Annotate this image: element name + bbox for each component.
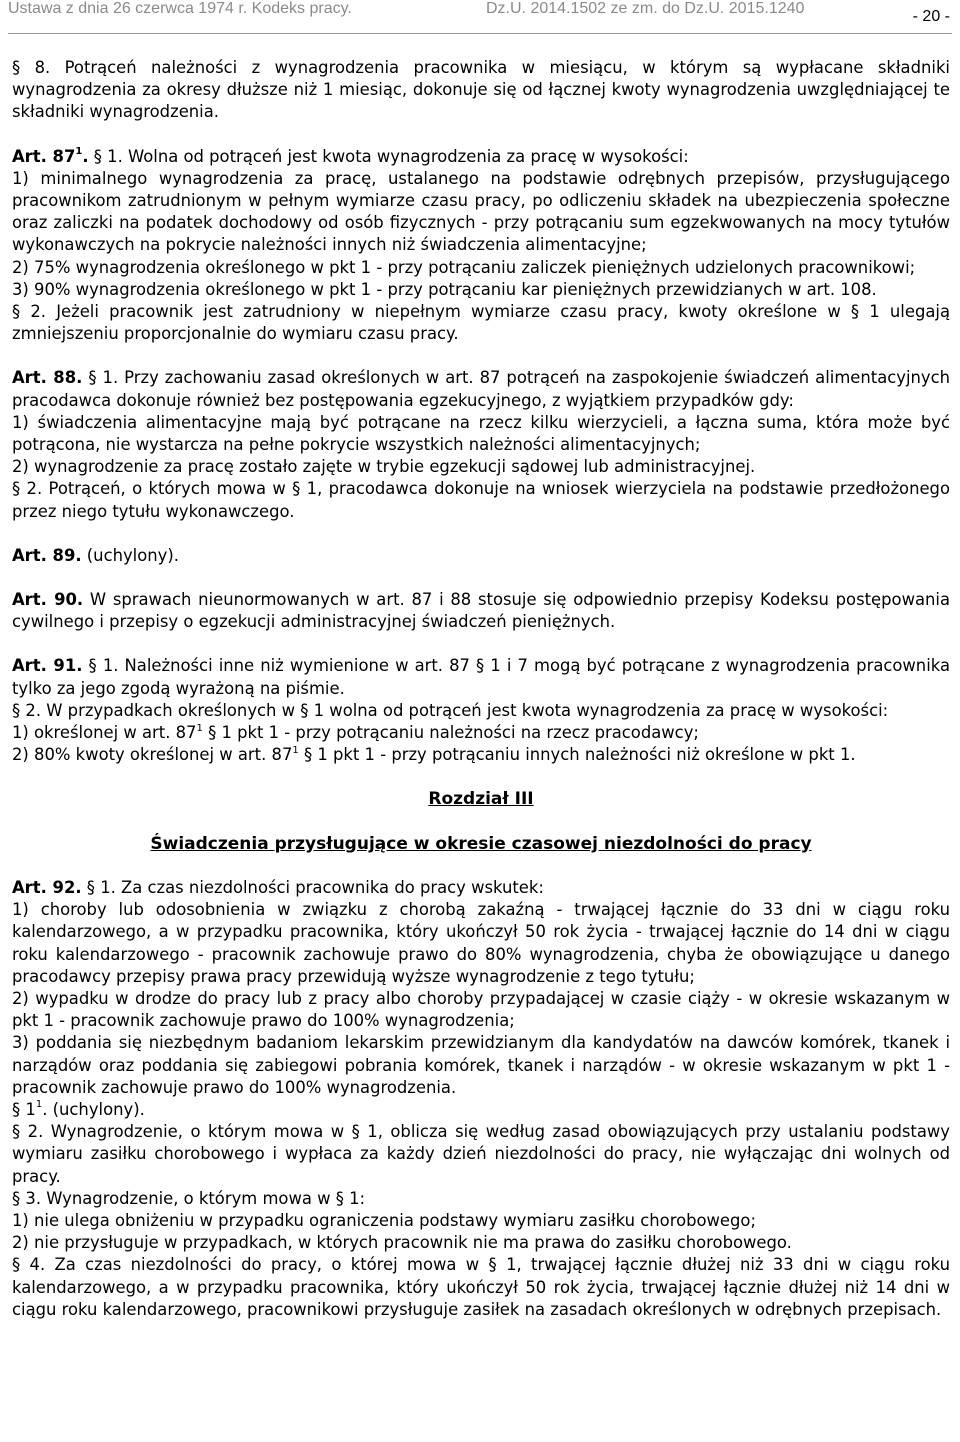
chapter-title: Świadczenia przysługujące w okresie czasowej niezdolności do pracy [150, 833, 812, 854]
art92-para11-lead: § 1 [12, 1099, 36, 1119]
art88-item2: 2) wynagrodzenie za pracę zostało zajęte w trybie egzekucji sądowej lub administracyjnej. [12, 457, 756, 477]
art92-para2: § 2. Wynagrodzenie, o którym mowa w § 1, oblicza się według zasad obowiązujących przy ustalaniu podstawy wymiaru zasiłku chorobowego i wypłaca za każdy dzień niezdolności do pracy, nie wyłączając dni wolnych od pracy. [12, 1122, 950, 1186]
spacer [12, 523, 950, 545]
art92-item2: 2) wypadku w drodze do pracy lub z pracy albo choroby przypadającej w czasie ciąży - w okresie wskazanym w pkt 1 - pracownik zachowuje prawo do 100% wynagrodzenia; [12, 988, 950, 1031]
spacer [12, 855, 950, 877]
spacer [12, 811, 950, 833]
art91-number: Art. 91. [12, 656, 83, 676]
chapter-title-line [12, 833, 950, 855]
art90-number: Art. 90. [12, 590, 84, 610]
art871-item1: 1) minimalnego wynagrodzenia za pracę, ustalanego na podstawie odrębnych przepisów, przysługującego pracownikom zatrudnionym w pełnym wymiarze czasu pracy, po odliczeniu składek na ubezpieczenia społeczne oraz zaliczki na podatek dochodowy od osób fizycznych - przy potrącaniu sum egzekwowanych na mocy tytułów wykonawczych na pokrycie należności innych niż świadczenia alimentacyjne; [12, 168, 950, 255]
art871-para2: § 2. Jeżeli pracownik jest zatrudniony w niepełnym wymiarze czasu pracy, kwoty określone w § 1 ulegają zmniejszeniu proporcjonalnie do wymiaru czasu pracy. [12, 302, 950, 344]
art871-number: Art. 87 [12, 146, 76, 166]
art91-item2-superscript: 1 [292, 744, 299, 756]
art871-para1 [12, 146, 950, 168]
art871-para1-lead: § 1. Wolna od potrąceń jest kwota wynagrodzenia za pracę w wysokości: [88, 146, 689, 166]
document-body [12, 57, 950, 1321]
spacer [12, 766, 950, 788]
art91-item1-lead: 1) określonej w art. 87 [12, 723, 197, 743]
article-88 [12, 367, 950, 522]
art92-para11-superscript: 1 [35, 1099, 43, 1111]
header-journal-reference: Dz.U. 2014.1502 ze zm. do Dz.U. 2015.1240 [486, 0, 805, 17]
art92-para3: § 3. Wynagrodzenie, o którym mowa w § 1: [12, 1188, 366, 1208]
art91-item1-rest: § 1 pkt 1 - przy potrącaniu należności na rzecz pracodawcy; [202, 723, 699, 743]
art92-para1-lead: § 1. Za czas niezdolności pracownika do pracy wskutek: [81, 877, 544, 897]
art92-para1-1 [12, 1099, 950, 1121]
art871-item2: 2) 75% wynagrodzenia określonego w pkt 1 - przy potrącaniu zaliczek pieniężnych udzielonych pracownikowi; [12, 257, 916, 277]
art90-text: W sprawach nieunormowanych w art. 87 i 88 stosuje się odpowiednio przepisy Kodeksu postępowania cywilnego i przepisy o egzekucji administracyjnej świadczeń pieniężnych. [12, 590, 951, 632]
art91-item1-superscript: 1 [196, 722, 203, 734]
article-91 [12, 655, 950, 766]
article-92 [12, 877, 950, 1321]
art91-para1 [12, 655, 950, 699]
spacer [12, 345, 950, 367]
chapter-heading [12, 788, 950, 810]
header-act-title: Ustawa z dnia 26 czerwca 1974 r. Kodeks pracy. [8, 0, 352, 17]
art92-item3: 3) poddania się niezbędnym badaniom lekarskim przewidzianym dla kandydatów na dawców komórek, tkanek i narządów oraz poddania się zabiegowi pobrania komórek, tkanek i narządów - w okresie wskazanym w pkt 1 - pracownik zachowuje prawo do 100% wynagrodzenia. [12, 1033, 950, 1097]
art92-para3-item2: 2) nie przysługuje w przypadkach, w których pracownik nie ma prawa do zasiłku chorobowego. [12, 1233, 792, 1253]
art92-item1: 1) choroby lub odosobnienia w związku z chorobą zakaźną - trwającej łącznie do 33 dni w ciągu roku kalendarzowego, a w przypadku pracownika, który ukończył 50 rok życia - trwającej łącznie do 14 dni w ciągu roku kalendarzowego - pracownik zachowuje prawo do 80% wynagrodzenia, chyba że obowiązujące u danego pracodawcy przepisy prawa pracy przewidują wyższe wynagrodzenie z tego tytułu; [12, 900, 950, 986]
article-87-1 [12, 146, 950, 346]
art91-item2-rest: § 1 pkt 1 - przy potrącaniu innych należności niż określone w pkt 1. [298, 745, 856, 765]
art92-para1 [12, 877, 950, 899]
chapter-number: Rozdział III [428, 789, 534, 810]
art92-para3-item1: 1) nie ulega obniżeniu w przypadku ograniczenia podstawy wymiaru zasiłku chorobowego; [12, 1210, 756, 1230]
art91-para2: § 2. W przypadkach określonych w § 1 wolna od potrąceń jest kwota wynagrodzenia za pracę w wysokości: [12, 700, 889, 720]
spacer [12, 567, 950, 589]
page-number: - 20 - [912, 8, 950, 25]
art88-number: Art. 88. [12, 368, 83, 388]
art91-item2-lead: 2) 80% kwoty określonej w art. 87 [12, 745, 293, 765]
art92-para11-rest: . (uchylony). [42, 1099, 145, 1119]
art91-para1-text: § 1. Należności inne niż wymienione w art. 87 § 1 i 7 mogą być potrącane z wynagrodzenia pracownika tylko za jego zgodą wyrażoną na piśmie. [12, 656, 950, 698]
art871-superscript: 1 [75, 146, 83, 158]
spacer [12, 633, 950, 655]
art89-number: Art. 89. [12, 545, 82, 565]
header-divider [8, 33, 952, 34]
art88-item1: 1) świadczenia alimentacyjne mają być potrącane na rzecz kilku wierzycieli, a łączna suma, która może być potrącona, nie wystarcza na pełne pokrycie wszystkich należności alimentacyjnych; [12, 412, 950, 455]
article-89 [12, 545, 950, 567]
art871-item3: 3) 90% wynagrodzenia określonego w pkt 1 - przy potrącaniu kar pieniężnych przewidzianych w art. 108. [12, 279, 877, 299]
page-header [0, 0, 960, 40]
art88-para2: § 2. Potrąceń, o których mowa w § 1, pracodawca dokonuje na wniosek wierzyciela na podstawie przedłożonego przez niego tytułu wykonawczego. [12, 479, 950, 521]
article-number [12, 147, 89, 166]
art87-para8: § 8. Potrąceń należności z wynagrodzenia pracownika w miesiącu, w którym są wypłacane składniki wynagrodzenia za okresy dłuższe niż 1 miesiąc, dokonuje się od łącznej kwoty wynagrodzenia uwzględniającej te składniki wynagrodzenia. [12, 58, 950, 122]
art88-para1-lead: § 1. Przy zachowaniu zasad określonych w art. 87 potrąceń na zaspokojenie świadczeń alimentacyjnych pracodawca dokonuje również bez postępowania egzekucyjnego, z wyjątkiem przypadków gdy: [12, 368, 950, 410]
article-90 [12, 589, 950, 633]
art88-para1 [12, 367, 950, 411]
art871-dot: . [82, 146, 89, 166]
spacer [12, 124, 950, 146]
art92-number: Art. 92. [12, 877, 82, 897]
art91-item1 [12, 722, 950, 744]
art91-item2 [12, 744, 950, 766]
art92-para4: § 4. Za czas niezdolności do pracy, o której mowa w § 1, trwającej łącznie dłużej niż 33 dni w ciągu roku kalendarzowego, a w przypadku pracownika, który ukończył 50 rok życia, trwającej łącznie dłużej niż 14 dni w ciągu roku kalendarzowego, pracownikowi przysługuje zasiłek na zasadach określonych w odrębnych przepisach. [12, 1255, 950, 1319]
art89-text: (uchylony). [81, 545, 179, 565]
